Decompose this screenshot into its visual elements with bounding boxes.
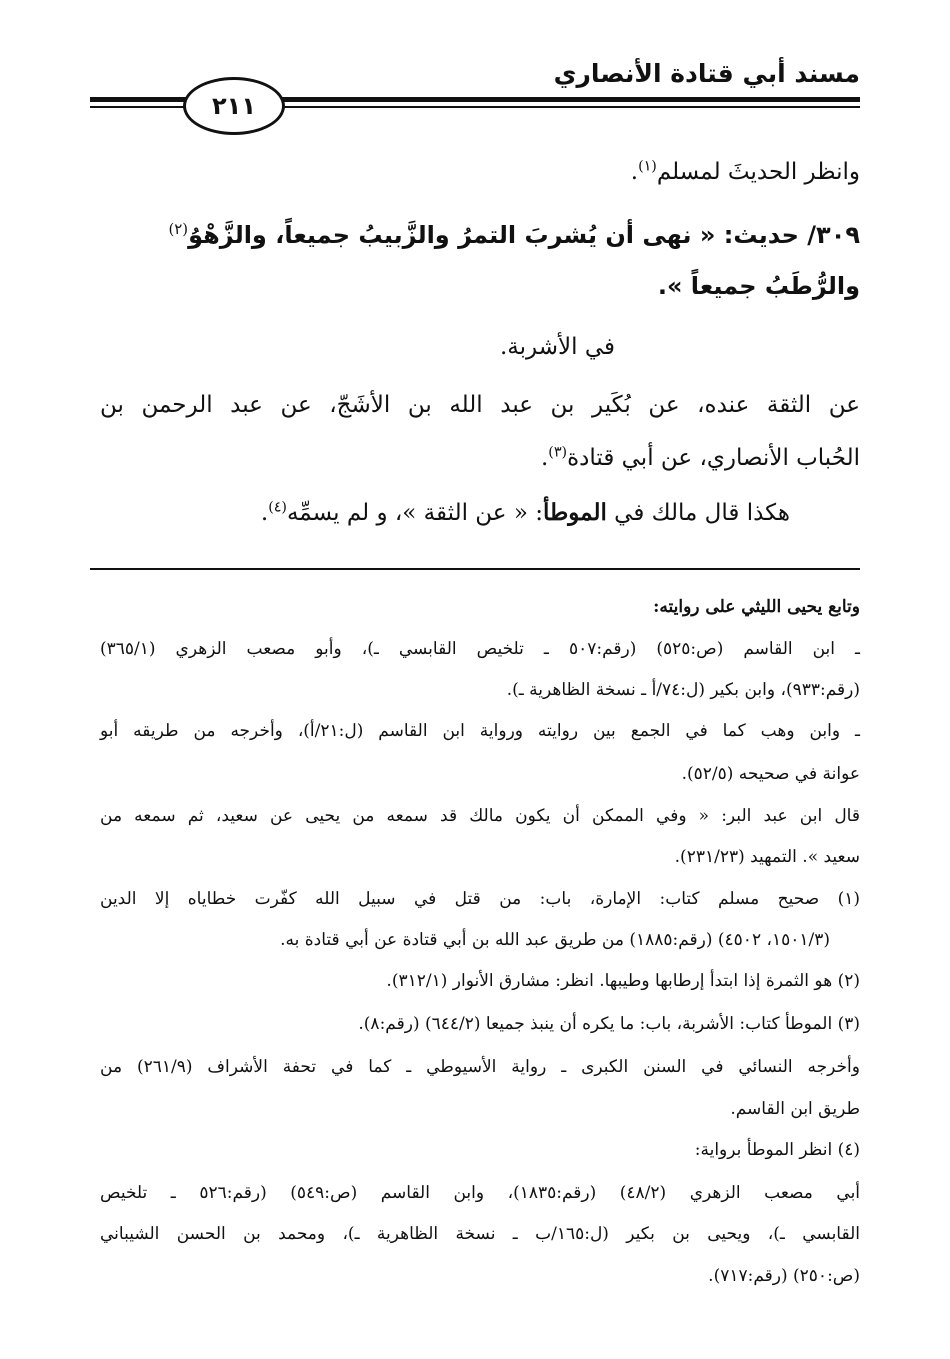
see-also-text: وانظر الحديثَ لمسلم	[656, 159, 860, 185]
footnote-heading: وتابع يحيى الليثي على روايته:	[653, 597, 860, 617]
footnote-line: قال ابن عبد البر: « وفي الممكن أن يكون مالك قد سمعه من يحيى عن سعيد، ثم سمعه من	[100, 806, 860, 826]
hadith-line-2	[658, 266, 860, 306]
hadith-number: ٣٠٩/	[798, 221, 860, 249]
section-text: في الأشربة.	[500, 334, 615, 360]
isnad-text-continued: الحُباب الأنصاري، عن أبي قتادة	[567, 445, 860, 471]
period: .	[540, 445, 549, 471]
footnote-1-continued: (١٥٠١/٣، ٤٥٠٢) (رقم:١٨٨٥) من طريق عبد الله بن أبي قتادة عن أبي قتادة به.	[280, 930, 830, 950]
period: .	[260, 500, 269, 526]
footnote-ref-1: (١)	[638, 158, 657, 175]
footnote-2: (٢) هو الثمرة إذا ابتدأ إرطابها وطيبها. انظر: مشارق الأنوار (٣١٢/١).	[386, 971, 860, 991]
footnote-4-continued: (ص:٢٥٠) (رقم:٧١٧).	[708, 1266, 860, 1286]
footnote-ref-3: (٣)	[548, 444, 568, 461]
period: .	[630, 159, 639, 185]
page-number: ٢١١	[212, 92, 256, 120]
footnote-4: (٤) انظر الموطأ برواية:	[694, 1140, 860, 1160]
isnad-text: عن الثقة عنده، عن بُكَير بن عبد الله بن الأشَجّ، عن عبد الرحمن بن	[100, 392, 860, 418]
hadith-text: « نهى أن يُشربَ التمرُ والزَّبيبُ جميعاً، والزَّهْوُ	[188, 221, 716, 249]
hadith-text-continued: والرُّطَبُ جميعاً ».	[657, 272, 860, 300]
footnote-line: سعيد ». التمهيد (٢٣١/٢٣).	[674, 847, 860, 867]
isnad-line-2	[541, 438, 860, 478]
footnote-line: (رقم:٩٣٣)، وابن بكير (ل:٧٤/أ ـ نسخة الظاهرية ـ).	[506, 680, 860, 700]
footnote-3-continued: طريق ابن القاسم.	[730, 1099, 860, 1119]
footnote-1: (١) صحيح مسلم كتاب: الإمارة، باب: من قتل في سبيل الله كفّرت خطاياه إلا الدين	[100, 889, 860, 909]
footnote-separator	[90, 568, 860, 570]
footnote-line: عوانة في صحيحه (٥٢/٥).	[681, 764, 860, 784]
footnote-4-continued: القابسي ـ)، ويحيى بن بكير (ل:١٦٥/ب ـ نسخة الظاهرية ـ)، ومحمد بن الحسن الشيباني	[100, 1224, 860, 1244]
footnote-3-continued: وأخرجه النسائي في السنن الكبرى ـ رواية الأسيوطي ـ كما في تحفة الأشراف (٢٦١/٩) من	[100, 1057, 860, 1077]
note-text: هكذا قال مالك في	[606, 500, 790, 526]
hadith-line-1	[168, 215, 860, 255]
footnote-4-continued: أبي مصعب الزهري (٤٨/٢) (رقم:١٨٣٥)، وابن القاسم (ص:٥٤٩) (رقم:٥٢٦ ـ تلخيص	[100, 1183, 861, 1203]
isnad-line-1	[100, 385, 860, 425]
footnote-ref-2: (٢)	[168, 220, 189, 238]
hadith-label: حديث:	[715, 221, 799, 249]
section-label	[500, 327, 615, 367]
note-line	[261, 493, 790, 533]
page-number-badge	[183, 77, 285, 135]
footnote-line: ـ ابن القاسم (ص:٥٢٥) (رقم:٥٠٧ ـ تلخيص القابسي ـ)، وأبو مصعب الزهري (٣٦٥/١)	[100, 639, 861, 659]
footnote-line: ـ وابن وهب كما في الجمع بين روايته ورواية ابن القاسم (ل:٢١/أ)، وأخرجه من طريقه أبو	[100, 721, 860, 741]
muwatta-title: الموطأ	[542, 499, 607, 526]
note-text-continued: : « عن الثقة »، و لم يسمِّه	[286, 500, 543, 526]
footnote-3: (٣) الموطأ كتاب: الأشربة، باب: ما يكره أن ينبذ جميعا (٦٤٤/٢) (رقم:٨).	[358, 1014, 860, 1034]
body-line-1	[631, 152, 860, 192]
footnote-ref-4: (٤)	[268, 499, 287, 516]
book-title: مسند أبي قتادة الأنصاري	[553, 59, 860, 88]
